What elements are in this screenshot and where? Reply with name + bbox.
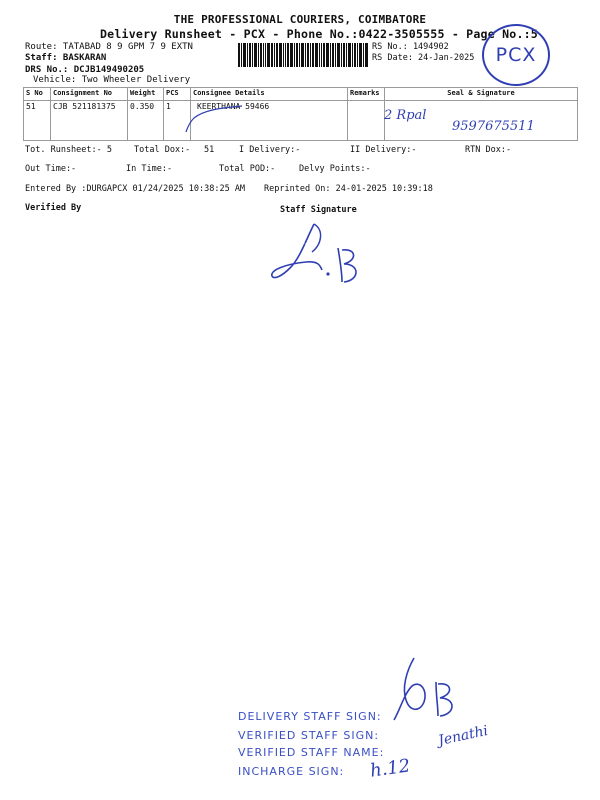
handwritten-note: 2 Rpal	[384, 108, 427, 123]
rtn-dox: RTN Dox:-	[465, 145, 512, 155]
stamp-incharge-sign: INCHARGE SIGN:	[238, 765, 345, 778]
col-consignee: Consignee Details	[191, 88, 348, 101]
total-dox-value: 51	[204, 145, 215, 155]
col-remarks: Remarks	[348, 88, 385, 101]
stamp-delivery-staff-sign: DELIVERY STAFF SIGN:	[238, 710, 382, 723]
drs-number: DRS No.: DCJB149490205	[25, 65, 145, 75]
pcx-stamp: PCX	[482, 24, 550, 86]
barcode	[238, 43, 368, 67]
rs-date: RS Date: 24-Jan-2025	[372, 53, 475, 63]
col-seal: Seal & Signature	[385, 88, 578, 101]
cell-consignment: CJB 521181375	[51, 101, 128, 141]
cell-weight: 0.350	[128, 101, 164, 141]
company-title: THE PROFESSIONAL COURIERS, COIMBATORE	[173, 13, 427, 26]
handwritten-phone: 9597675511	[452, 119, 535, 134]
cell-remarks	[348, 101, 385, 141]
bottom-initials-text: R.B	[420, 680, 428, 685]
staff-signature-label: Staff Signature	[280, 205, 357, 215]
cell-pcs: 1	[164, 101, 191, 141]
runsheet-subtitle: Delivery Runsheet - PCX - Phone No.:0422-3505555 - Page No.:5	[100, 27, 538, 41]
col-sno: S No	[24, 88, 51, 101]
table-header-row	[24, 88, 578, 101]
staff-signature-mark	[266, 218, 366, 290]
tot-runsheet: Tot. Runsheet:- 5	[25, 145, 112, 155]
in-time: In Time:-	[126, 164, 173, 174]
handwritten-incharge-sign: h.12	[368, 755, 412, 782]
handwritten-verified-name: Jenathi	[436, 722, 490, 750]
rs-number: RS No.: 1494902	[372, 42, 449, 52]
consignee-tick-mark	[184, 100, 244, 140]
stamp-verified-staff-name: VERIFIED STAFF NAME:	[238, 746, 385, 759]
route-text: Route: TATABAD 8 9 GPM 7 9 EXTN	[25, 42, 193, 52]
cell-sno: 51	[24, 101, 51, 141]
staff-initials-text: R.B	[302, 240, 310, 245]
ii-delivery: II Delivery:-	[350, 145, 417, 155]
vehicle-text: Vehicle: Two Wheeler Delivery	[33, 75, 191, 85]
total-dox-label: Total Dox:-	[134, 145, 191, 155]
cell-consignee: KEERTHANA 59466	[191, 101, 348, 141]
stamp-verified-staff-sign: VERIFIED STAFF SIGN:	[238, 729, 380, 742]
reprinted-on: Reprinted On: 24-01-2025 10:39:18	[264, 184, 433, 194]
delvy-points: Delvy Points:-	[299, 164, 371, 174]
col-weight: Weight	[128, 88, 164, 101]
entered-by: Entered By :DURGAPCX 01/24/2025 10:38:25 AM	[25, 184, 246, 194]
out-time: Out Time:-	[25, 164, 77, 174]
col-pcs: PCS	[164, 88, 191, 101]
bottom-signature-mark	[390, 652, 470, 730]
staff-text: Staff: BASKARAN	[25, 53, 107, 63]
verified-by-label: Verified By	[25, 203, 82, 213]
i-delivery: I Delivery:-	[239, 145, 301, 155]
col-consignment: Consignment No	[51, 88, 128, 101]
total-pod: Total POD:-	[219, 164, 276, 174]
